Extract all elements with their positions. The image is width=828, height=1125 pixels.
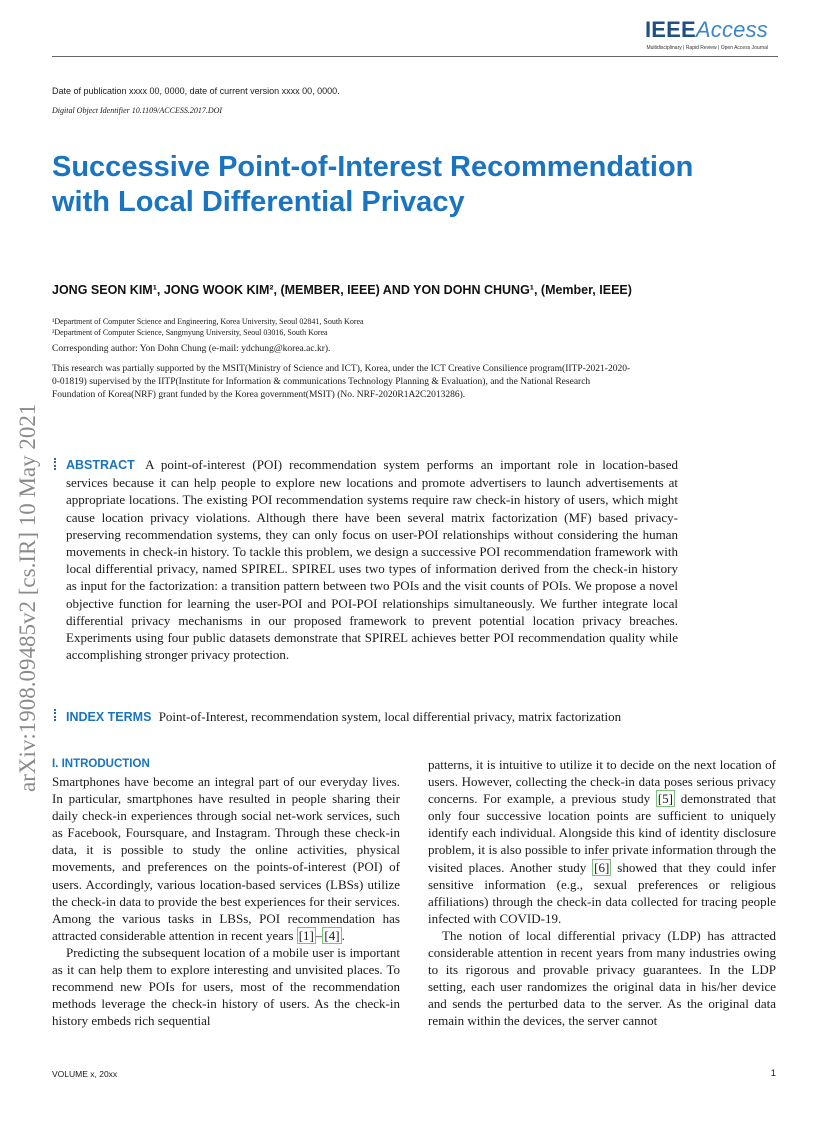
affiliation-2: ²Department of Computer Science, Sangmyung University, Seoul 03016, South Korea (52, 328, 328, 337)
body-column-right (428, 756, 776, 1030)
section-title: I. INTRODUCTION (52, 758, 150, 770)
paragraph-end: . (341, 927, 345, 943)
paper-title: Successive Point-of-Interest Recommendation with Local Differential Privacy (52, 151, 694, 218)
citation-link[interactable]: [4] (324, 927, 340, 943)
logo-bold: IEEE (644, 17, 696, 42)
logo-tagline: Multidisciplinary | Rapid Review | Open Access Journal (646, 45, 768, 51)
citation-dash: – (315, 927, 323, 943)
citation-link[interactable]: [6] (594, 859, 610, 875)
abstract-label: ABSTRACT (66, 458, 135, 472)
doi: Digital Object Identifier 10.1109/ACCESS.2017.DOI (52, 106, 223, 115)
abstract-marker (54, 458, 60, 470)
arxiv-stamp (2, 292, 48, 792)
paragraph-text: Smartphones have become an integral part of our everyday lives. In particular, smartphones have resulted in people sharing their daily check-in experiences through social net-work services, such as Facebook, Foursquare, and Instagram. Through these check-in data, it is possible to study the online activities, physical movements, and preferences on the points-of-interest (POI) of users. Accordingly, various location-based services (LBSs) utilize the check-in data to provide the best experiences for their services. Among the various tasks in LBSs, POI recommendation has attracted considerable attention in recent years (52, 774, 400, 943)
index-terms-marker (54, 709, 60, 721)
body-column-left (52, 773, 400, 1029)
footer-volume: VOLUME x, 20xx (52, 1069, 118, 1079)
corresponding-author: Corresponding author: Yon Dohn Chung (e-mail: ydchung@korea.ac.kr). (52, 344, 331, 354)
paragraph (428, 756, 776, 927)
publication-date: Date of publication xxxx 00, 0000, date of current version xxxx 00, 0000. (52, 86, 340, 96)
paragraph-text: showed that they could infer sensitive information (e.g., sexual preferences or religious affiliations) through the check-in data collected for tracing people infected with COVID-19. (428, 859, 777, 926)
paragraph-text: demonstrated that only four successive location points are sufficient to uniquely identify each individual. Alongside this kind of identity disclosure problem, it is also possible to infer private information through the visited places. Another study (428, 791, 776, 875)
logo-light: Access (695, 17, 768, 42)
arxiv-id: arXiv:1908.09485v2 [cs.IR] 10 May 2021 (15, 403, 40, 792)
author-list: JONG SEON KIM¹, JONG WOOK KIM², (MEMBER, IEEE) AND YON DOHN CHUNG¹, (Member, IEEE) (52, 283, 632, 297)
abstract (66, 456, 678, 663)
paragraph-text: patterns, it is intuitive to utilize it to decide on the next location of users. However, collecting the check-in data poses serious privacy concerns. For example, a previous study (428, 757, 776, 807)
citation-link[interactable]: [5] (657, 791, 674, 807)
index-terms (66, 708, 706, 726)
affiliation-1: ¹Department of Computer Science and Engineering, Korea University, Seoul 02841, South Korea (52, 317, 364, 326)
funding-note: This research was partially supported by the MSIT(Ministry of Science and ICT), Korea, under the ICT Creative Consilience program(IITP-2021-2020-0-01819) supervised by the IITP(Institute for Information & communications Technology Planning & Evaluation), and the National Research Foundation of Korea(NRF) grant funded by the Korea government(MSIT) (No. NRF-2020R1A2C2013286). (52, 364, 631, 401)
paragraph (52, 773, 400, 944)
page-number: 1 (770, 1068, 776, 1079)
index-terms-label: INDEX TERMS (66, 710, 152, 724)
abstract-text: A point-of-interest (POI) recommendation system performs an important role in location-based services because it can help people to explore new locations and promote advertisers to launch advertisements at appropriate locations. The existing POI recommendation systems require raw check-in history of users, which might cause location privacy violations. Although there have been several matrix factorization (MF) based privacy-preserving recommendation systems, they can only focus on user-POI relationships without considering the human movements in check-in history. To tackle this problem, we design a successive POI recommendation framework with local differential privacy, named SPIREL. SPIREL uses two types of information derived from the check-in history as input for the factorization: a transition pattern between two POIs and the visit counts of POIs. We propose a novel objective function for learning the user-POI and POI-POI relationships simultaneously. We further integrate local differential privacy mechanisms in our proposed framework to prevent potential location privacy breaches. Experiments using four public datasets demonstrate that SPIREL achieves better POI recommendation quality while accomplishing stronger privacy protection. (66, 457, 678, 663)
index-terms-text: Point-of-Interest, recommendation system, local differential privacy, matrix factorization (158, 709, 622, 724)
citation-link[interactable]: [1] (298, 927, 314, 943)
journal-logo (645, 18, 768, 52)
paragraph: The notion of local differential privacy (LDP) has attracted considerable attention in recent years from many industries owing to its rigorous and provable privacy guarantees. In the LDP setting, each user randomizes the original data in his/her device and sends the perturbed data to the server. As the original data remain within the devices, the server cannot (428, 927, 776, 1029)
paragraph: Predicting the subsequent location of a mobile user is important as it can help them to explore interesting and unvisited places. To recommend new POIs for users, most of the recommendation methods leverage the check-in history of users. As the check-in history embeds rich sequential (52, 944, 400, 1029)
header-rule (52, 56, 778, 57)
